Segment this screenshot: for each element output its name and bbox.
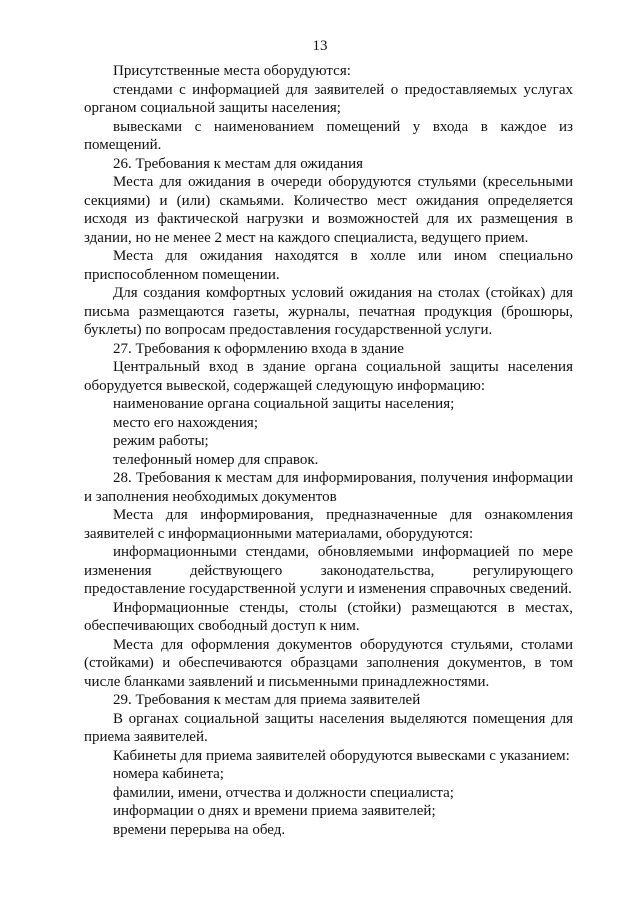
paragraph: Места для ожидания находятся в холле или ином специально приспособленном помещении. bbox=[84, 248, 573, 283]
paragraph: Места для информирования, предназначенные для ознакомления заявителей с информационными материалами, оборудуются: bbox=[84, 507, 573, 542]
paragraph: В органах социальной защиты населения выделяются помещения для приема заявителей. bbox=[84, 710, 573, 745]
paragraph: Места для оформления документов оборудуются стульями, столами (стойками) и обеспечиваются образцами заполнения документов, в том числе бланками заявлений и письменными принадлежностями. bbox=[84, 636, 573, 690]
paragraph: Для создания комфортных условий ожидания на столах (стойках) для письма размещаются газеты, журналы, печатная продукция (брошюры, буклеты) по вопросам предоставления государственной услуги. bbox=[84, 285, 573, 338]
list-item: времени перерыва на обед. bbox=[113, 821, 286, 838]
paragraph: стендами с информацией для заявителей о предоставляемых услугах органом социальной защиты населения; bbox=[84, 81, 573, 116]
paragraph: Кабинеты для приема заявителей оборудуются вывесками с указанием: bbox=[113, 747, 570, 764]
list-item: фамилии, имени, отчества и должности специалиста; bbox=[113, 784, 454, 801]
page-number: 13 bbox=[312, 38, 328, 54]
list-item: номера кабинета; bbox=[113, 766, 224, 782]
list-item: телефонный номер для справок. bbox=[113, 451, 319, 468]
section-heading: 27. Требования к оформлению входа в здание bbox=[113, 340, 404, 357]
list-item: наименование органа социальной защиты населения; bbox=[113, 396, 455, 412]
section-heading: 28. Требования к местам для информирования, получения информации и заполнения необходимых документов bbox=[84, 470, 573, 505]
list-item: место его нахождения; bbox=[113, 414, 258, 431]
paragraph: Информационные стенды, столы (стойки) размещаются в местах, обеспечивающих свободный доступ к ним. bbox=[84, 599, 573, 634]
list-item: информации о днях и времени приема заявителей; bbox=[113, 803, 436, 819]
section-heading: 29. Требования к местам для приема заявителей bbox=[113, 692, 421, 708]
list-item: режим работы; bbox=[113, 433, 209, 449]
paragraph: Места для ожидания в очереди оборудуются стульями (кресельными секциями) и (или) скамьями. Количество мест ожидания определяется исходя из фактической нагрузки и возможностей для их размещения в здании, но не менее 2 мест на каждого специалиста, ведущего прием. bbox=[84, 174, 573, 246]
paragraph: Центральный вход в здание органа социальной защиты населения оборудуется вывеской, содержащей следующую информацию: bbox=[84, 359, 573, 394]
section-heading: 26. Требования к местам для ожидания bbox=[113, 155, 364, 172]
paragraph: информационными стендами, обновляемыми информацией по мере изменения действующего законодательства, регулирующего предоставление государственной услуги и изменения справочных сведений. bbox=[84, 544, 573, 597]
paragraph: Присутственные места оборудуются: bbox=[113, 63, 351, 79]
paragraph: вывесками с наименованием помещений у входа в каждое из помещений. bbox=[84, 118, 573, 153]
document-body bbox=[84, 62, 573, 839]
